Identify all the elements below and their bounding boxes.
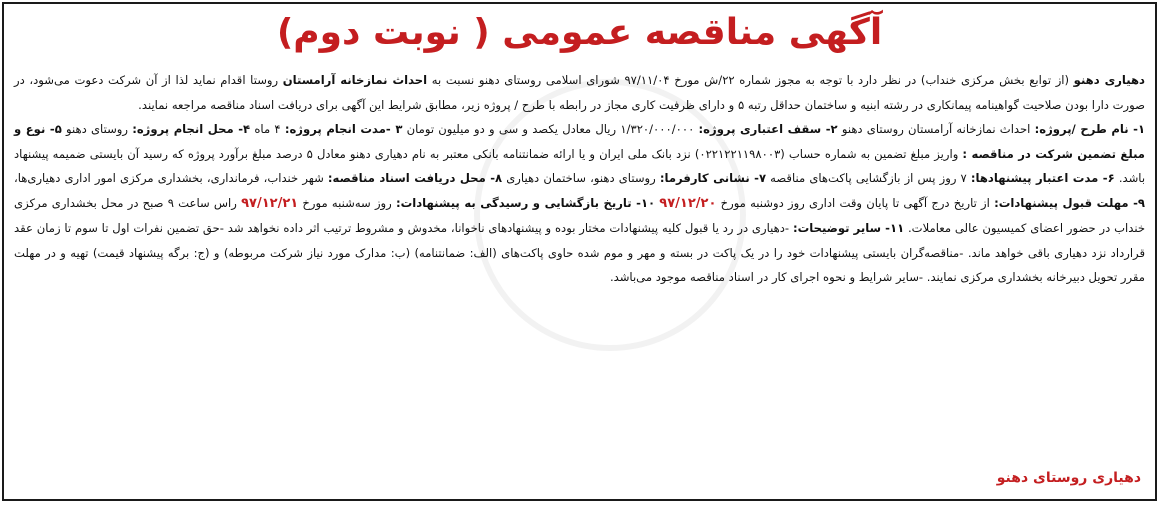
item-3-label: ۳ -مدت انجام پروژه: <box>284 122 403 136</box>
item-2-value: ۱/۳۲۰/۰۰۰/۰۰۰ ریال معادل یکصد و سی و دو میلیون تومان <box>406 122 695 136</box>
item-8-value: شهر خنداب، فرمانداری، بخشداری مرکزی امور اداری دهیاری‌ها، <box>14 171 324 185</box>
item-10-date: ۹۷/۱۲/۲۱ <box>241 195 299 211</box>
item-9-date: ۹۷/۱۲/۲۰ <box>659 195 717 211</box>
item-6-value: ۷ روز پس از بازگشایی پاکت‌های مناقصه <box>770 171 967 185</box>
intro-paragraph <box>14 68 1145 117</box>
item-5-label: ۵- نوع و مبلغ تضمین شرکت در مناقصه : <box>14 122 1145 161</box>
item-11-label: ۱۱- سایر توضیحات: <box>792 221 905 235</box>
item-10-value-1: روز سه‌شنبه مورخ <box>302 195 392 210</box>
intro-text-1: (از توابع بخش مرکزی خنداب) در نظر دارد با توجه به مجوز شماره ۲۲/ش مورخ ۹۷/۱۱/۰۴ شورای اسلامی روستای دهنو نسبت به <box>431 73 1070 87</box>
item-6-label: ۶- مدت اعتبار پیشنهادها: <box>970 171 1115 185</box>
item-9-value: از تاریخ درج آگهی تا پایان وقت اداری روز دوشنبه مورخ <box>720 195 990 210</box>
item-5-value: واریز مبلغ تضمین به شماره حساب (۰۲۲۱۲۲۱۱۹۸۰۰۳) نزد بانک ملی ایران و یا ارائه ضمانتنامه بانکی معتبر به نام دهیاری دهنو معادل ۵ درصد مبلغ برآورد پروژه که رسید آن بایستی ضمیمه پیشنهاد باشد. <box>14 146 1146 185</box>
notice-title: آگهی مناقصه عمومی ( نوبت دوم) <box>276 12 883 53</box>
org-name: دهیاری دهنو <box>1073 73 1145 87</box>
item-10-label: ۱۰- تاریخ بازگشایی و رسیدگی به پیشنهادات: <box>395 195 656 210</box>
notice-body <box>14 68 1145 290</box>
item-4-label: ۴- محل انجام پروژه: <box>132 122 251 136</box>
project-name: احداث نمازخانه آرامستان <box>282 73 428 87</box>
intro-text-2: روستا اقدام نماید لذا از آن شرکت دعوت می‌شود، در صورت دارا بودن صلاحیت گواهینامه پیمانکاری در رشته ابنیه و ساختمان حداقل رتبه ۵ و دارای ظرفیت کاری مجاز در رابطه با طرح / پروژه زیر، مطابق شرایط این آگهی برای دریافت اسناد مناقصه مراجعه نمایند. <box>14 73 1145 112</box>
item-1-value: احداث نمازخانه آرامستان روستای دهنو <box>841 122 1031 136</box>
item-2-label: ۲- سقف اعتباری پروژه: <box>698 122 838 136</box>
item-8-label: ۸- محل دریافت اسناد مناقصه: <box>327 171 503 185</box>
item-11-value: -دهیاری در رد یا قبول کلیه پیشنهادات مختار بوده و پیشنهادهای ناخوانا، مخدوش و مشروط ترتیب اثر داده نخواهد شد -حق تضمین نفرات اول تا سوم تا زمان عقد قرارداد نزد دهیاری باقی خواهد ماند. -مناقصه‌گران بایستی پیشنهادات خود را در یک پاکت در بسته و مهر و موم شده حاوی پاکت‌های (الف: ضمانتنامه) (ب: مدارک مورد نیاز شرکت مربوطه) و (ج: برگه پیشنهاد قیمت) تهیه و در مهلت مقرر تحویل دبیرخانه بخشداری مرکزی نمایند. -سایر شرایط و نحوه اجرای کار در اسناد مناقصه موجود می‌باشد. <box>14 221 1145 284</box>
items-paragraph <box>14 117 1145 290</box>
item-4-value: روستای دهنو <box>65 122 128 136</box>
notice-frame <box>2 2 1157 501</box>
item-9-label: ۹- مهلت قبول پیشنهادات: <box>994 195 1145 210</box>
item-3-value: ۴ ماه <box>254 122 281 136</box>
item-7-label: ۷- نشانی کارفرما: <box>659 171 767 185</box>
item-1-label: ۱- نام طرح /پروژه: <box>1034 122 1146 136</box>
item-10-value-2: راس ساعت ۹ صبح در محل بخشداری مرکزی خنداب در حضور اعضای کمیسیون عالی معاملات. <box>14 195 1146 235</box>
signature: دهیاری روستای دهنو <box>996 470 1141 486</box>
item-7-value: روستای دهنو، ساختمان دهیاری <box>506 171 656 185</box>
